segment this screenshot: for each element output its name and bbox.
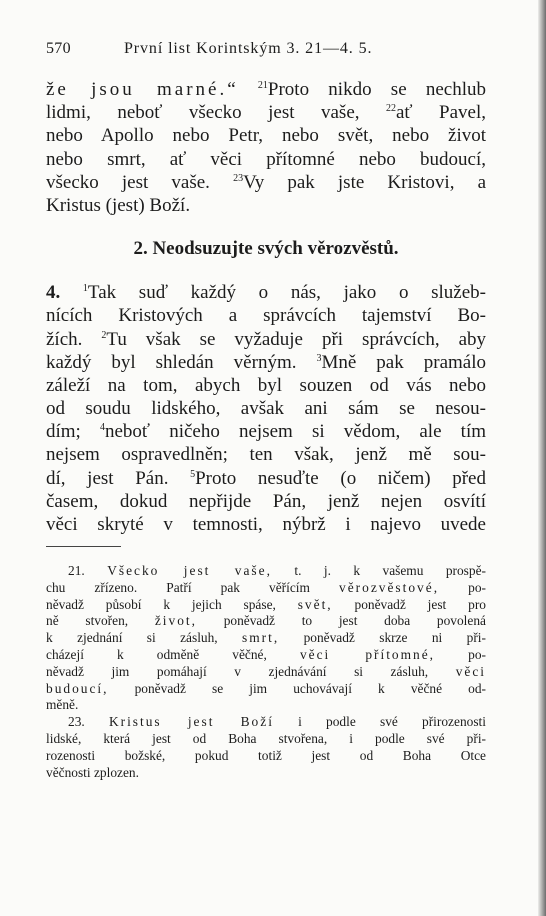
footnote-line: něvadž jim pomáhají v zjednávání si zásluh, věci <box>46 663 486 679</box>
text-line: od soudu lidského, avšak ani sám se nesou- <box>46 398 486 420</box>
footnotes <box>46 563 486 781</box>
footnote-line: něvadž působí k jejich spáse, svět, poněvadž jest pro <box>46 596 486 612</box>
text-line: všecko jest vaše. $^{23}$Vy pak jste Kristovi, a <box>46 171 487 193</box>
book-spine-shadow <box>538 0 546 916</box>
chapter-number: 4. <box>46 282 61 304</box>
text-line: dím; $^4$neboť ničeho nejsem si vědom, ale tím <box>46 421 487 443</box>
text-line: věci skryté v temnosti, nýbrž i najevo uvede <box>46 514 486 535</box>
footnote-line: rozenosti božské, pokud totiž jest od Boha Otce <box>46 747 486 763</box>
verse-number: 23 <box>233 172 244 184</box>
verse-number: 4 <box>100 422 105 434</box>
verse-number: 5 <box>190 468 196 480</box>
footnote-line: věčnosti zplozen. <box>46 764 139 780</box>
text-line: lidmi, neboť všecko jest vaše, $^{22}$ať Pavel, <box>46 102 486 124</box>
text-line: že jsou marné.“ $^{21}$Proto nikdo se nechlub <box>46 79 486 100</box>
running-title: První list Korintským 3. 21—4. 5. <box>124 40 373 57</box>
footnote-line: 21. Všecko jest vaše, t. j. k vašemu prospě- <box>68 563 486 578</box>
footnote-separator <box>46 546 121 547</box>
verse-number: 1 <box>82 283 88 295</box>
text-line: nebo Apollo nebo Petr, nebo svět, nebo život <box>46 125 486 147</box>
text-line: záleží na tom, abych byl souzen od vás nebo <box>46 374 486 396</box>
verse-number: 2 <box>101 329 107 341</box>
section-heading: 2. Neodsuzujte svých věrozvěstů. <box>133 238 399 260</box>
footnote-line: chu zřízeno. Patří pak věřícím věrozvěstové, po- <box>46 579 486 595</box>
text-line: nících Kristových a správcích tajemství Bo- <box>46 305 486 327</box>
text-line: dí, jest Pán. $^5$Proto nesuďte (o ničem) před <box>46 467 486 489</box>
text-line: 4. $^1$Tak suď každý o nás, jako o služeb- <box>46 282 486 304</box>
text-line: nejsem ospravedlněn; ten však, jenž mě sou- <box>46 444 486 466</box>
verse-number: 21 <box>257 80 268 91</box>
footnote-line: k zjednání si zásluh, smrt, poněvadž skrze ni při- <box>46 630 486 646</box>
verse-number: 3 <box>316 352 322 364</box>
verse-number: 22 <box>386 103 396 115</box>
main-text <box>46 78 486 536</box>
page-number: 570 <box>46 40 71 57</box>
text-line: každý byl shledán věrným. $^3$Mně pak pramálo <box>46 351 486 373</box>
text-line: nebo smrt, ať věci přítomné nebo budoucí, <box>46 148 486 170</box>
footnote-line: ně stvořen, život, poněvadž to jest doba povolená <box>46 613 486 629</box>
footnote-line: měně. <box>46 697 79 713</box>
footnote-line: 23. Kristus jest Boží i podle své přirozenosti <box>68 714 486 730</box>
text-line: Kristus (jest) Boží. <box>46 194 191 216</box>
footnote-line: budoucí, poněvadž se jim uchovávají k věčné od- <box>46 680 486 696</box>
footnote-line: lidské, která jest od Boha stvořena, i podle své při- <box>46 730 486 746</box>
text-line: žích. $^2$Tu však se vyžaduje při správcích, aby <box>46 328 487 350</box>
footnote-line: cházejí k odměně věčné, věci přítomné, po- <box>46 646 486 662</box>
running-header <box>46 40 486 58</box>
text-line: časem, dokud nepřijde Pán, jenž nejen osvítí <box>46 490 486 512</box>
